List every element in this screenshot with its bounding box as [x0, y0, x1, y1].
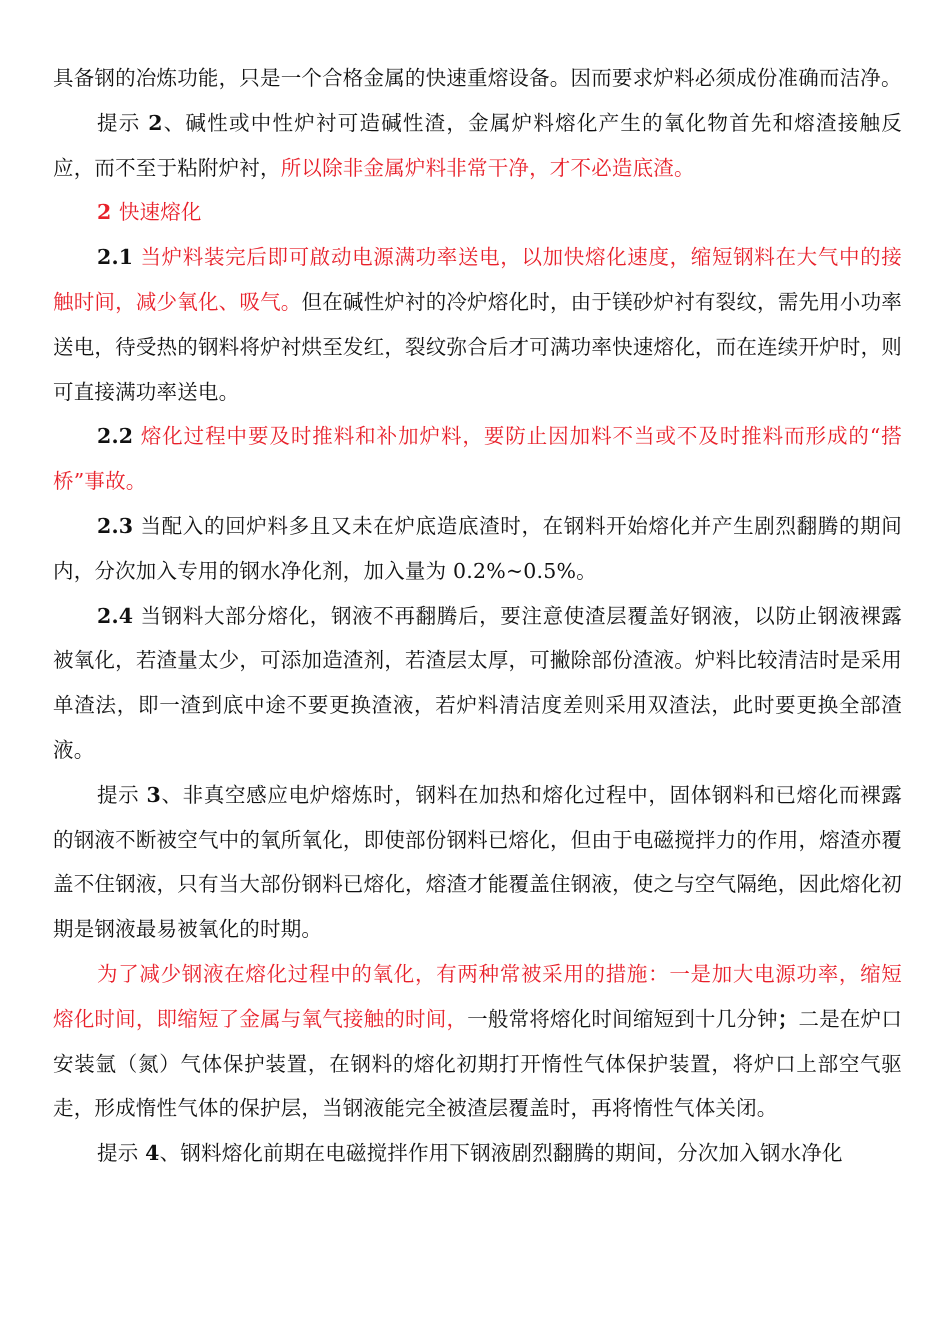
- paragraph: [53, 952, 902, 1131]
- paragraph: [53, 235, 902, 414]
- bold-text: 2.2: [97, 424, 134, 449]
- text-run: 提示: [97, 1141, 146, 1166]
- bold-text: 3: [146, 782, 161, 807]
- bold-text: ；: [777, 1006, 799, 1031]
- text-run: 、非真空感应电炉熔炼时，钢料在加热和熔化过程中，固体钢料和已熔化而裸露的钢液不断被空气中的氧所氧化，即使部份钢料已熔化，但由于电磁搅拌力的作用，熔渣亦覆盖不住钢液，只有当大部份钢料已熔化，熔渣才能覆盖住钢液，使之与空气隔绝，因此熔化初期是钢液最易被氧化的时期。: [53, 782, 902, 942]
- text-run: 但在碱性炉衬的冷炉熔化时，由于镁砂炉衬有裂纹，需先用小功率送电，待受热的钢料将炉衬烘至发红，裂纹弥合后才可满功率快速熔化，而在连续开炉时，则可直接满功率送电。: [53, 289, 902, 404]
- text-run: 具备钢的冶炼功能，只是一个合格金属的快速重熔设备。因而要求炉料必须成份准确而洁净。: [53, 66, 902, 90]
- highlighted-text: 为了减少钢液在熔化过程中的氧化，有两种常被采用的措施：一是加大电源功率，缩短熔化时间，即缩短了金属与氧气接触的时间，: [53, 961, 902, 1031]
- highlighted-text: 当炉料装完后即可啟动电源满功率送电，以加快熔化速度，缩短钢料在大气中的接触时间，减少氧化、吸气。: [53, 245, 902, 314]
- paragraph: [53, 594, 902, 773]
- text-run: 提示: [97, 782, 147, 807]
- text-run: 当配入的回炉料多且又未在炉底造底渣时，在钢料开始熔化并产生剧烈翻腾的期间内，分次加入专用的钢水净化剂，加入量为 0.2%~0.5%。: [53, 513, 902, 583]
- text-run: 、钢料熔化前期在电磁搅拌作用下钢液剧烈翻腾的期间，分次加入钢水净化: [159, 1141, 843, 1166]
- bold-text: 2.1: [97, 245, 134, 270]
- bold-text: 4: [145, 1141, 160, 1166]
- text-run: 一般常将熔化时间缩短到十几分钟: [467, 1006, 778, 1031]
- document-body: [53, 56, 902, 1176]
- paragraph: [53, 504, 902, 594]
- bold-text: 2.4: [97, 603, 134, 628]
- paragraph: [53, 56, 902, 101]
- highlighted-text: 所以除非金属炉料非常干净，才不必造底渣。: [280, 155, 695, 180]
- highlighted-text: 2: [97, 200, 119, 225]
- paragraph: [53, 190, 902, 235]
- text-run: 二是在炉口安装氩（氮）气体保护装置，在钢料的熔化初期打开惰性气体保护装置，将炉口上部空气驱走，形成惰性气体的保护层，当钢液能完全被渣层覆盖时，再将惰性气体关闭。: [53, 1006, 903, 1121]
- text-run: 当钢料大部分熔化，钢液不再翻腾后，要注意使渣层覆盖好钢液，以防止钢液裸露被氧化，若渣量太少，可添加造渣剂，若渣层太厚，可撇除部份渣液。炉料比较清洁时是采用单渣法，即一渣到底中途不要更换渣液，若炉料清洁度差则采用双渣法，此时要更换全部渣液。: [53, 603, 902, 762]
- bold-text: 2: [148, 110, 163, 135]
- text-run: 提示: [97, 110, 149, 135]
- highlighted-text: 快速熔化: [118, 200, 202, 225]
- paragraph: [53, 414, 902, 504]
- text-run: 、碱性或中性炉衬可造碱性渣，金属炉料熔化产生的氧化物首先和熔渣接触反应，而不至于粘附炉衬，: [53, 110, 902, 180]
- bold-text: 2.3: [97, 513, 134, 538]
- paragraph: [53, 101, 902, 191]
- highlighted-text: 熔化过程中要及时推料和补加炉料，要防止因加料不当或不及时推料而形成的“搭桥”事故。: [53, 424, 902, 494]
- paragraph: [53, 1131, 902, 1176]
- paragraph: [53, 773, 902, 952]
